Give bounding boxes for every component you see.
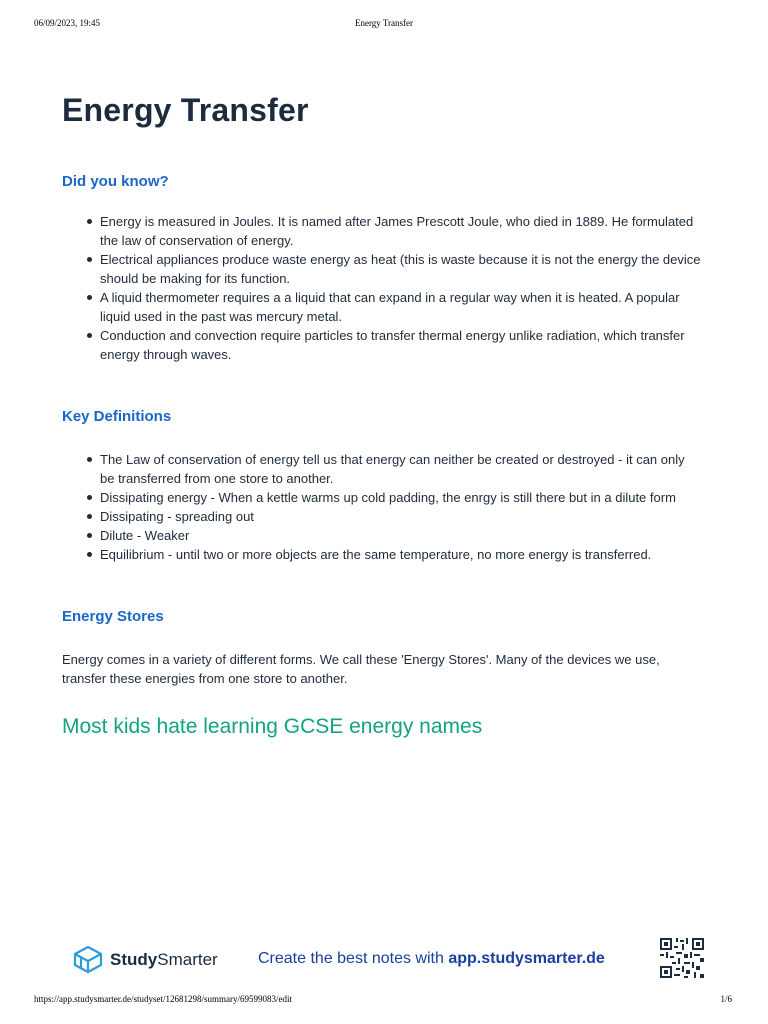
print-doc-title: Energy Transfer <box>354 18 414 28</box>
print-page-number: 1/6 <box>720 994 732 1004</box>
list-item: A liquid thermometer requires a a liquid that can expand in a regular way when it is heated. A popular liquid used in the past was mercury metal. <box>100 288 702 326</box>
section-heading-key-definitions: Key Definitions <box>62 408 172 425</box>
list-item: Energy is measured in Joules. It is named after James Prescott Joule, who died in 1889. He formulated the law of conservation of energy. <box>100 212 702 250</box>
studysmarter-footer-banner <box>0 936 768 980</box>
list-item: Dissipating - spreading out <box>100 507 702 526</box>
promo-heading: Most kids hate learning GCSE energy names <box>62 715 483 738</box>
studysmarter-logo[interactable] <box>70 944 220 976</box>
section-heading-energy-stores: Energy Stores <box>62 608 164 625</box>
list-item: The Law of conservation of energy tell us that energy can neither be created or destroyed - it can only be transferred from one store to another. <box>100 450 702 488</box>
cta-link[interactable]: app.studysmarter.de <box>448 950 605 967</box>
list-item: Dissipating energy - When a kettle warms up cold padding, the enrgy is still there but in a dilute form <box>100 488 702 507</box>
document-content <box>62 88 702 741</box>
list-item: Electrical appliances produce waste energy as heat (this is waste because it is not the energy the device should be making for its function. <box>100 252 701 286</box>
energy-stores-paragraph: Energy comes in a variety of different forms. We call these 'Energy Stores'. Many of the devices we use, transfer these energies from one store to another. <box>62 652 660 686</box>
print-url: https://app.studysmarter.de/studyset/12681298/summary/69599083/edit <box>34 994 292 1004</box>
did-you-know-list <box>62 212 702 364</box>
print-footer <box>0 994 768 1006</box>
list-item: Conduction and convection require particles to transfer thermal energy unlike radiation, which transfer energy through waves. <box>100 326 702 364</box>
qr-code-icon <box>660 938 704 978</box>
list-item: Equilibrium - until two or more objects are the same temperature, no more energy is transferred. <box>100 545 702 564</box>
list-item: Dilute - Weaker <box>100 526 702 545</box>
logo-wordmark: StudySmarter <box>110 950 218 969</box>
page-title: Energy Transfer <box>62 92 309 128</box>
studysmarter-cube-icon <box>70 944 106 976</box>
key-definitions-list <box>62 450 702 564</box>
section-heading-did-you-know: Did you know? <box>62 173 169 190</box>
cta-text: Create the best notes with app.studysmarter.de <box>258 950 605 967</box>
print-datetime: 06/09/2023, 19:45 <box>34 18 101 28</box>
print-header <box>0 18 768 30</box>
